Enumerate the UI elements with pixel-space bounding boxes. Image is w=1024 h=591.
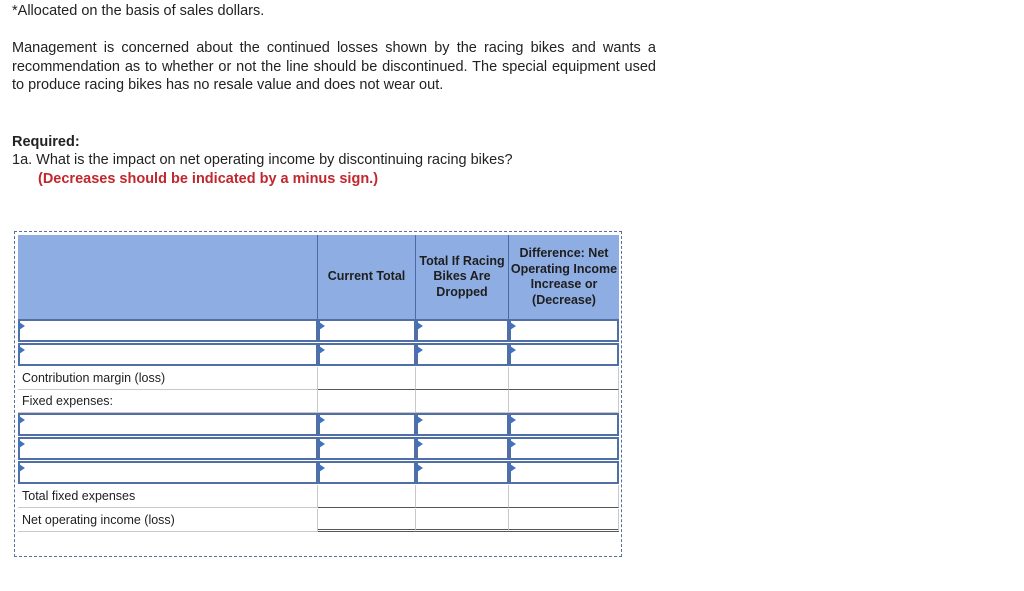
dropdown-marker-icon	[510, 464, 516, 472]
value-input[interactable]	[416, 461, 509, 484]
dropdown-marker-icon	[19, 464, 25, 472]
value-cell[interactable]	[318, 509, 416, 532]
value-input[interactable]	[509, 437, 619, 460]
dropdown-marker-icon	[19, 440, 25, 448]
worksheet-table	[14, 231, 622, 557]
value-input[interactable]	[318, 319, 416, 342]
value-cell[interactable]	[509, 390, 619, 413]
value-input[interactable]	[318, 343, 416, 366]
value-input[interactable]	[318, 437, 416, 460]
value-input[interactable]	[318, 413, 416, 436]
value-input[interactable]	[318, 461, 416, 484]
dropdown-marker-icon	[417, 346, 423, 354]
value-input[interactable]	[416, 437, 509, 460]
value-cell[interactable]	[509, 367, 619, 390]
value-cell[interactable]	[416, 509, 509, 532]
dropdown-marker-icon	[19, 416, 25, 424]
row-label: Fixed expenses:	[18, 390, 318, 413]
row-label: Contribution margin (loss)	[18, 367, 318, 390]
dropdown-marker-icon	[510, 416, 516, 424]
value-cell[interactable]	[509, 509, 619, 532]
dropdown-marker-icon	[510, 346, 516, 354]
value-cell[interactable]	[416, 367, 509, 390]
dropdown-marker-icon	[319, 440, 325, 448]
value-input[interactable]	[509, 461, 619, 484]
dropdown-marker-icon	[510, 440, 516, 448]
dropdown-marker-icon	[19, 322, 25, 330]
dropdown-marker-icon	[319, 346, 325, 354]
dropdown-marker-icon	[417, 322, 423, 330]
row-label: Total fixed expenses	[18, 485, 318, 508]
value-cell[interactable]	[318, 390, 416, 413]
dropdown-marker-icon	[19, 346, 25, 354]
dropdown-marker-icon	[417, 464, 423, 472]
label-input[interactable]	[18, 343, 318, 366]
label-input[interactable]	[18, 461, 318, 484]
value-input[interactable]	[509, 319, 619, 342]
value-input[interactable]	[416, 319, 509, 342]
dropdown-marker-icon	[417, 440, 423, 448]
dropdown-marker-icon	[510, 322, 516, 330]
value-cell[interactable]	[318, 485, 416, 508]
value-cell[interactable]	[416, 485, 509, 508]
dropdown-marker-icon	[319, 416, 325, 424]
header-total-if-dropped: Total If Racing Bikes Are Dropped	[416, 235, 509, 319]
label-input[interactable]	[18, 437, 318, 460]
dropdown-marker-icon	[417, 416, 423, 424]
header-label-column	[18, 235, 318, 319]
dropdown-marker-icon	[319, 464, 325, 472]
label-input[interactable]	[18, 319, 318, 342]
dropdown-marker-icon	[319, 322, 325, 330]
header-current-total: Current Total	[318, 235, 416, 319]
intro-paragraph: Management is concerned about the continued losses shown by the racing bikes and wants a recommendation as to whether or not the line should be discontinued. The special equipment used to produce racing bikes has no resale value and does not wear out.	[12, 40, 656, 93]
question-1a: 1a. What is the impact on net operating income by discontinuing racing bikes?	[12, 152, 513, 168]
value-input[interactable]	[416, 413, 509, 436]
value-input[interactable]	[509, 413, 619, 436]
header-difference: Difference: Net Operating Income Increase or (Decrease)	[509, 235, 619, 319]
question-note: (Decreases should be indicated by a minus sign.)	[38, 171, 379, 187]
row-label: Net operating income (loss)	[18, 509, 318, 532]
value-cell[interactable]	[509, 485, 619, 508]
required-label: Required:	[12, 134, 80, 150]
value-cell[interactable]	[318, 367, 416, 390]
footnote: *Allocated on the basis of sales dollars.	[12, 3, 265, 19]
value-input[interactable]	[416, 343, 509, 366]
label-input[interactable]	[18, 413, 318, 436]
value-input[interactable]	[509, 343, 619, 366]
value-cell[interactable]	[416, 390, 509, 413]
